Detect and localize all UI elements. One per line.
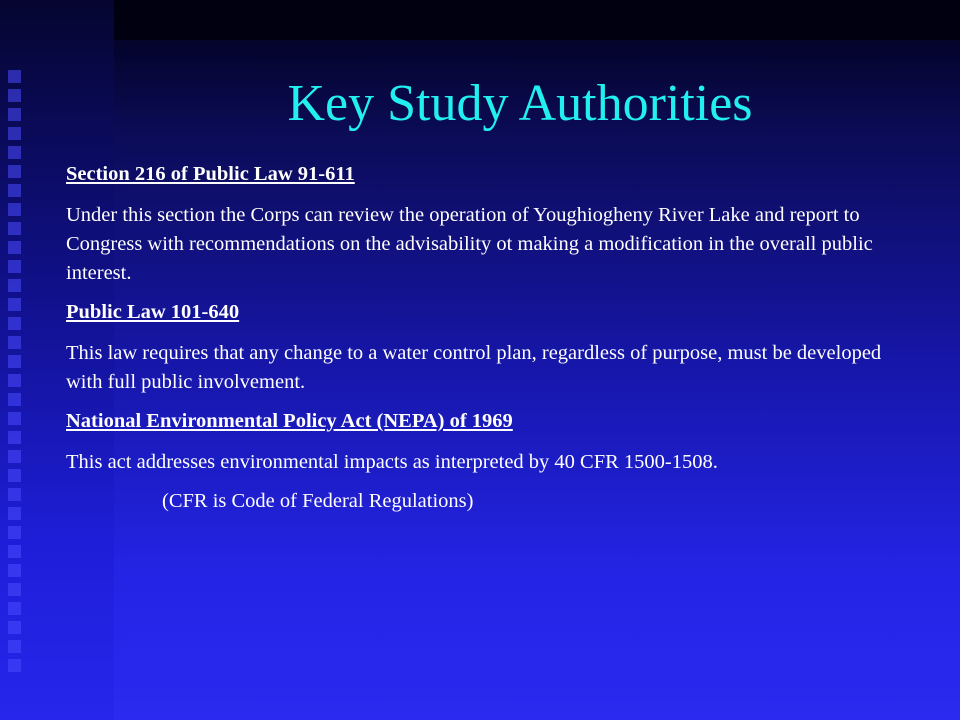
top-band	[0, 0, 960, 40]
footnote: (CFR is Code of Federal Regulations)	[162, 490, 474, 512]
section-heading: Public Law 101-640	[66, 301, 240, 323]
decorative-square	[8, 336, 21, 349]
decorative-square	[8, 374, 21, 387]
decorative-square	[8, 393, 21, 406]
decorative-square	[8, 507, 21, 520]
decorative-square	[8, 222, 21, 235]
decorative-square	[8, 583, 21, 596]
section-body: This act addresses environmental impacts as interpreted by 40 CFR 1500-1508.	[66, 451, 718, 473]
decorative-square	[8, 317, 21, 330]
decorative-square	[8, 203, 21, 216]
section-heading: Section 216 of Public Law 91-611	[66, 163, 355, 185]
decorative-square	[8, 659, 21, 672]
decorative-square	[8, 469, 21, 482]
decorative-square	[8, 545, 21, 558]
decorative-square	[8, 184, 21, 197]
decorative-square	[8, 450, 21, 463]
section-body: This law requires that any change to a water control plan, regardless of purpose, must be developed with full public involvement.	[66, 342, 882, 393]
decorative-square	[8, 564, 21, 577]
decorative-squares	[8, 70, 22, 678]
decorative-square	[8, 412, 21, 425]
decorative-square	[8, 165, 21, 178]
decorative-square	[8, 602, 21, 615]
decorative-square	[8, 298, 21, 311]
slide-content	[66, 160, 916, 526]
decorative-square	[8, 640, 21, 653]
decorative-square	[8, 260, 21, 273]
decorative-square	[8, 279, 21, 292]
decorative-square	[8, 355, 21, 368]
decorative-square	[8, 621, 21, 634]
decorative-square	[8, 241, 21, 254]
decorative-square	[8, 431, 21, 444]
decorative-square	[8, 526, 21, 539]
decorative-square	[8, 146, 21, 159]
section-heading: National Environmental Policy Act (NEPA) of 1969	[66, 410, 513, 432]
section-body: Under this section the Corps can review the operation of Youghiogheny River Lake and report to Congress with recommendations on the advisability ot making a modification in the overall public interest.	[66, 204, 873, 284]
decorative-square	[8, 488, 21, 501]
slide-title: Key Study Authorities	[287, 75, 753, 132]
